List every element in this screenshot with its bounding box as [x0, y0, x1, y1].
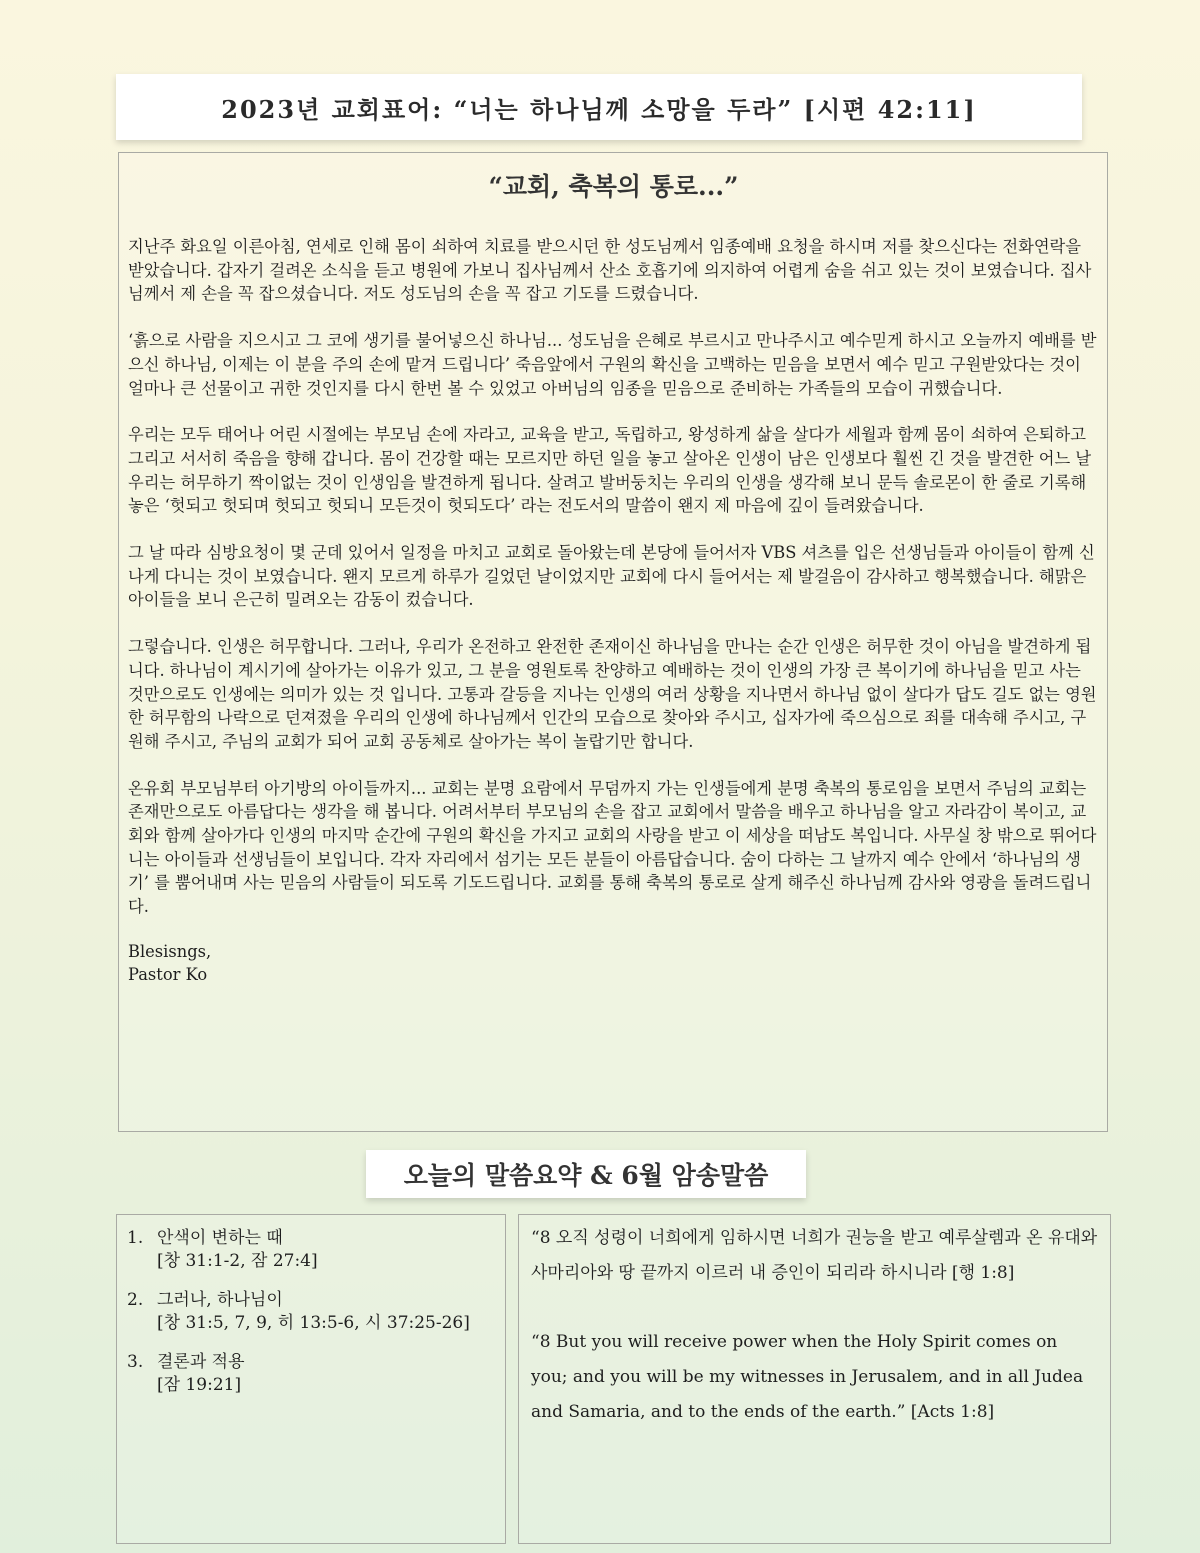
- letter-paragraph: 우리는 모두 태어나 어린 시절에는 부모님 손에 자라고, 교육을 받고, 독립하고, 왕성하게 삶을 살다가 세월과 함께 몸이 쇠하여 은퇴하고 그리고 서서히 죽음을 향해 갑니다. 몸이 건강할 때는 모르지만 하던 일을 놓고 살아온 인생이 남은 인생보다 훨씬 긴 것을 발견한 어느 날 우리는 허무하기 짝이없는 것이 인생임을 발견하게 됩니다. 살려고 발버둥치는 우리의 인생을 생각해 보니 문득 솔로몬이 한 줄로 기록해 놓은 ‘헛되고 헛되며 헛되고 헛되니 모든것이 헛되도다’ 라는 전도서의 말씀이 왠지 제 마음에 깊이 들려왔습니다.: [128, 425, 1092, 516]
- sermon-summary-box: [116, 1214, 506, 1544]
- memory-verse-korean: “8 오직 성령이 너희에게 임하시면 너희가 권능을 받고 예루살렘과 온 유대와 사마리아와 땅 끝까지 이르러 내 증인이 되리라 하시니라 [행 1:8]: [531, 1228, 1098, 1283]
- pastor-letter: [118, 152, 1108, 1132]
- letter-paragraph: ‘흙으로 사람을 지으시고 그 코에 생기를 불어넣으신 하나님... 성도님을 은혜로 부르시고 만나주시고 예수믿게 하시고 오늘까지 예배를 받으신 하나님, 이제는 이 분을 주의 손에 맡겨 드립니다’ 죽음앞에서 구원의 확신을 고백하는 믿음을 보면서 예수 믿고 구원받았다는 것이 얼마나 큰 선물이고 귀한 것인지를 다시 한번 볼 수 있었고 아버님의 임종을 믿음으로 준비하는 가족들의 모습이 귀했습니다.: [128, 331, 1097, 398]
- item-number: 2.: [127, 1290, 144, 1310]
- motto-reference: [시편 42:11]: [803, 94, 977, 124]
- letter-paragraph: 온유회 부모님부터 아기방의 아이들까지... 교회는 분명 요람에서 무덤까지 가는 인생들에게 분명 축복의 통로임을 보면서 주님의 교회는 존재만으로도 아름답다는 생각을 해 봅니다. 어려서부터 부모님의 손을 잡고 교회에서 말씀을 배우고 하나님을 알고 자라감이 복이고, 교회와 함께 살아가다 인생의 마지막 순간에 구원의 확신을 가지고 교회의 사랑을 받고 이 세상을 떠남도 복입니다. 사무실 창 밖으로 뛰어다니는 아이들과 선생님들이 보입니다. 각자 자리에서 섬기는 모든 분들이 아름답습니다. 숨이 다하는 그 날까지 예수 안에서 ‘하나님의 생기’ 를 뿜어내며 사는 믿음의 사람들이 되도록 기도드립니다. 교회를 통해 축복의 통로로 살게 해주신 하나님께 감사와 영광을 돌려드립니다.: [128, 778, 1097, 917]
- item-title: 결론과 적용: [157, 1352, 245, 1372]
- memory-verse-english: “8 But you will receive power when the Holy Spirit comes on you; and you will be my witnesses in Jerusalem, and in all Judea and Samaria, and to the ends of the earth.” [Acts 1:8]: [531, 1332, 1084, 1422]
- letter-paragraph: 그 날 따라 심방요청이 몇 군데 있어서 일정을 마치고 교회로 돌아왔는데 본당에 들어서자 VBS 셔츠를 입은 선생님들과 아이들이 함께 신나게 다니는 것이 보였습니다. 왠지 모르게 하루가 길었던 날이었지만 교회에 다시 들어서는 제 발걸음이 감사하고 행복했습니다. 해맑은 아이들을 보니 은근히 밀려오는 감동이 컸습니다.: [128, 543, 1095, 610]
- list-item: [127, 1351, 495, 1397]
- sermon-summary-list: [127, 1227, 495, 1397]
- motto-prefix: 2023년 교회표어:: [221, 94, 444, 124]
- letter-closing: Blesisngs,: [128, 941, 212, 961]
- letter-paragraph: 그렇습니다. 인생은 허무합니다. 그러나, 우리가 온전하고 완전한 존재이신 하나님을 만나는 순간 인생은 허무한 것이 아님을 발견하게 됩니다. 하나님이 계시기에 살아가는 이유가 있고, 그 분을 영원토록 찬양하고 예배하는 것이 인생의 가장 큰 복이기에 하나님을 믿고 사는 것만으로도 인생에는 의미가 있는 것 입니다. 고통과 갈등을 지나는 인생의 여러 상황을 지나면서 하나님 없이 살다가 답도 길도 없는 영원한 허무함의 나락으로 던져졌을 우리의 인생에 하나님께서 인간의 모습으로 찾아와 주시고, 십자가에 죽으심으로 죄를 대속해 주시고, 구원해 주시고, 주님의 교회가 되어 교회 공동체로 살아가는 복이 놀랍기만 합니다.: [128, 637, 1097, 751]
- memory-verse-box: [518, 1214, 1111, 1544]
- section-title: 오늘의 말씀요약 & 6월 암송말씀: [366, 1150, 806, 1198]
- letter-title: “교회, 축복의 통로...”: [488, 172, 739, 201]
- item-number: 3.: [127, 1352, 144, 1372]
- letter-signature: Pastor Ko: [128, 964, 208, 984]
- motto-text: “너는 하나님께 소망을 두라”: [453, 94, 794, 124]
- item-reference: [잠 19:21]: [157, 1375, 242, 1395]
- item-title: 그러나, 하나님이: [157, 1290, 283, 1310]
- motto-banner: [116, 74, 1082, 140]
- item-title: 안색이 변하는 때: [157, 1228, 283, 1248]
- list-item: [127, 1289, 495, 1335]
- letter-paragraph: 지난주 화요일 이른아침, 연세로 인해 몸이 쇠하여 치료를 받으시던 한 성도님께서 임종예배 요청을 하시며 저를 찾으신다는 전화연락을 받았습니다. 갑자기 걸려온 소식을 듣고 병원에 가보니 집사님께서 산소 호흡기에 의지하여 어렵게 숨을 쉬고 있는 것이 보였습니다. 집사님께서 제 손을 꼭 잡으셨습니다. 저도 성도님의 손을 꼭 잡고 기도를 드렸습니다.: [128, 237, 1092, 304]
- list-item: [127, 1227, 495, 1273]
- item-reference: [창 31:5, 7, 9, 히 13:5-6, 시 37:25-26]: [157, 1313, 470, 1333]
- item-reference: [창 31:1-2, 잠 27:4]: [157, 1251, 318, 1271]
- item-number: 1.: [127, 1228, 144, 1248]
